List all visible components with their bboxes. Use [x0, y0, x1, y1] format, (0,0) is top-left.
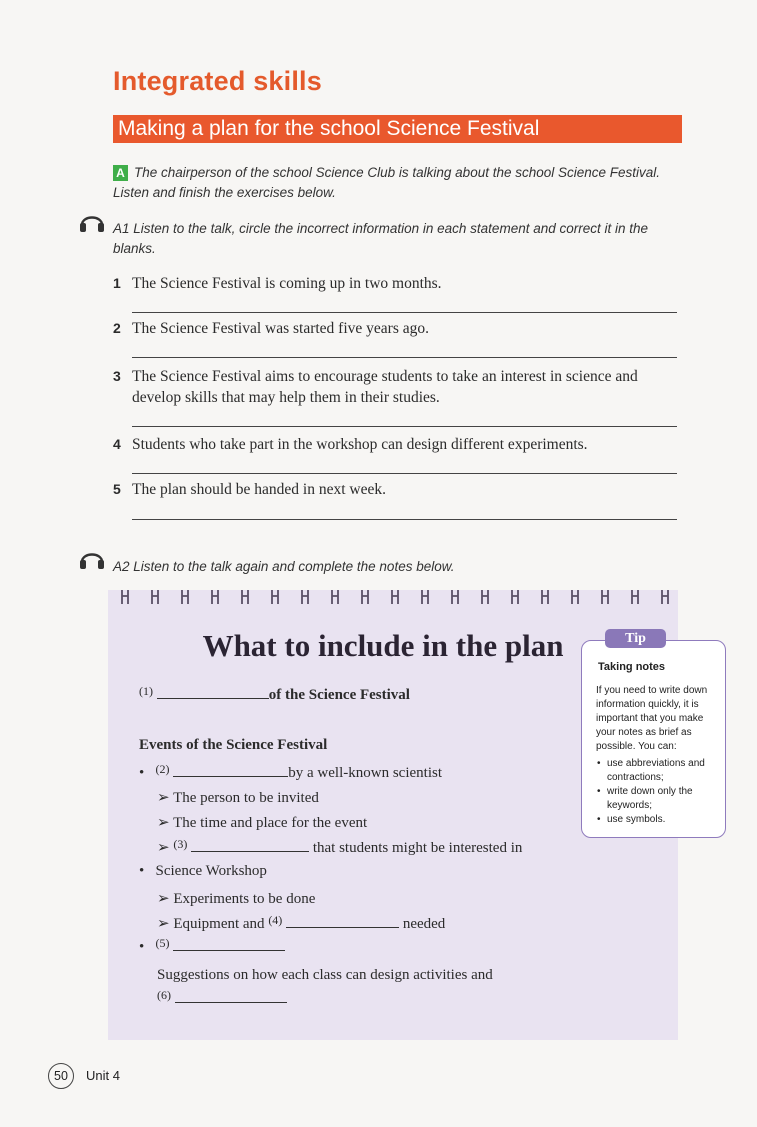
tip-list-item: • use symbols. [596, 813, 722, 827]
blank-2-input[interactable] [173, 762, 288, 777]
sub-item-text: needed [402, 916, 446, 932]
sub-item-2 [157, 813, 367, 832]
blank-number: (1) [139, 684, 153, 698]
blank-3-input[interactable] [191, 837, 309, 852]
arrow-bullet-icon: ➢ [157, 916, 170, 932]
question-4 [113, 434, 688, 455]
arrow-bullet-icon: ➢ [157, 891, 170, 907]
headphones-icon [78, 209, 106, 235]
sub-item-1 [157, 788, 319, 807]
tip-list [596, 757, 722, 827]
sub-item-5 [157, 913, 445, 933]
answer-line-1[interactable] [132, 312, 677, 313]
answer-line-2[interactable] [132, 357, 677, 358]
question-2 [113, 318, 688, 339]
answer-line-5[interactable] [132, 519, 677, 520]
tip-badge: Tip [605, 629, 666, 648]
question-number: 1 [113, 275, 121, 291]
unit-label: Unit 4 [86, 1068, 120, 1083]
tip-heading: Taking notes [598, 661, 666, 673]
blank-number: (6) [157, 988, 171, 1002]
question-text: The Science Festival is coming up in two months. [132, 275, 442, 292]
tip-list-item: • write down only the keywords; [596, 785, 722, 813]
intro-line-2: Listen and finish the exercises below. [113, 185, 336, 200]
question-text: The plan should be handed in next week. [132, 481, 386, 498]
notes-item-6 [157, 988, 287, 1008]
tip-list-item: • use abbreviations and contractions; [596, 757, 722, 785]
page-number: 50 [48, 1063, 74, 1089]
sub-item-text: Experiments to be done [173, 891, 316, 907]
section-a-tag: A [113, 165, 128, 181]
question-1 [113, 273, 688, 294]
question-text: The Science Festival was started five years ago. [132, 320, 429, 337]
blank-5-input[interactable] [173, 936, 285, 951]
sub-item-4 [157, 889, 315, 908]
sub-item-3 [157, 837, 522, 857]
a1-instruction-line-2: blanks. [113, 241, 156, 256]
sub-item-text: The time and place for the event [173, 815, 368, 831]
bullet-3 [139, 936, 285, 956]
item-1-text: of the Science Festival [268, 687, 410, 703]
blank-6-input[interactable] [175, 988, 287, 1003]
section-banner: Making a plan for the school Science Festival [113, 115, 682, 143]
question-number: 4 [113, 436, 121, 452]
bullet-icon: • [139, 939, 145, 955]
blank-1-input[interactable] [157, 684, 269, 699]
sub-item-text: that students might be interested in [312, 840, 523, 856]
question-text: Students who take part in the workshop can design different experiments. [132, 436, 588, 453]
question-5 [113, 479, 688, 500]
blank-number: (5) [155, 936, 170, 950]
bullet-2 [139, 863, 267, 880]
a2-instruction: A2 Listen to the talk again and complete the notes below. [113, 559, 455, 574]
notes-item-1 [139, 684, 410, 704]
sub-item-text: Equipment and [173, 916, 265, 932]
question-3 [113, 366, 688, 408]
answer-line-4[interactable] [132, 473, 677, 474]
arrow-bullet-icon: ➢ [157, 790, 170, 806]
notes-title: What to include in the plan [202, 628, 564, 663]
events-heading: Events of the Science Festival [139, 737, 328, 753]
section-title: Integrated skills [113, 66, 322, 96]
intro-line-1: The chairperson of the school Science Club is talking about the school Science Festival. [134, 165, 661, 180]
blank-number: (2) [155, 762, 170, 776]
blank-4-input[interactable] [286, 913, 399, 928]
answer-line-3[interactable] [132, 426, 677, 427]
blank-number: (3) [173, 837, 188, 851]
question-number: 2 [113, 320, 121, 336]
headphones-icon [78, 546, 106, 572]
bullet-1 [139, 762, 442, 782]
spiral-binding-icon [118, 586, 678, 610]
tip-body: If you need to write down information quickly, it is important that you make your notes as brief as possible. You can: [596, 685, 708, 752]
a1-instruction-line-1: A1 Listen to the talk, circle the incorrect information in each statement and correct it in the [113, 221, 649, 236]
a1-instruction [113, 219, 688, 259]
bullet-1-text: by a well-known scientist [288, 765, 442, 781]
bullet-2-text: Science Workshop [155, 863, 267, 879]
sub-item-text: The person to be invited [173, 790, 319, 806]
bullet-icon: • [139, 863, 145, 879]
bullet-icon: • [139, 765, 145, 781]
section-a-intro [113, 163, 683, 203]
suggestions-line: Suggestions on how each class can design activities and [157, 967, 493, 983]
question-text: The Science Festival aims to encourage students to take an interest in science and develop skills that may help them in their studies. [132, 368, 638, 406]
question-number: 5 [113, 481, 121, 497]
arrow-bullet-icon: ➢ [157, 840, 170, 856]
arrow-bullet-icon: ➢ [157, 815, 170, 831]
question-number: 3 [113, 368, 121, 384]
blank-number: (4) [268, 913, 283, 927]
